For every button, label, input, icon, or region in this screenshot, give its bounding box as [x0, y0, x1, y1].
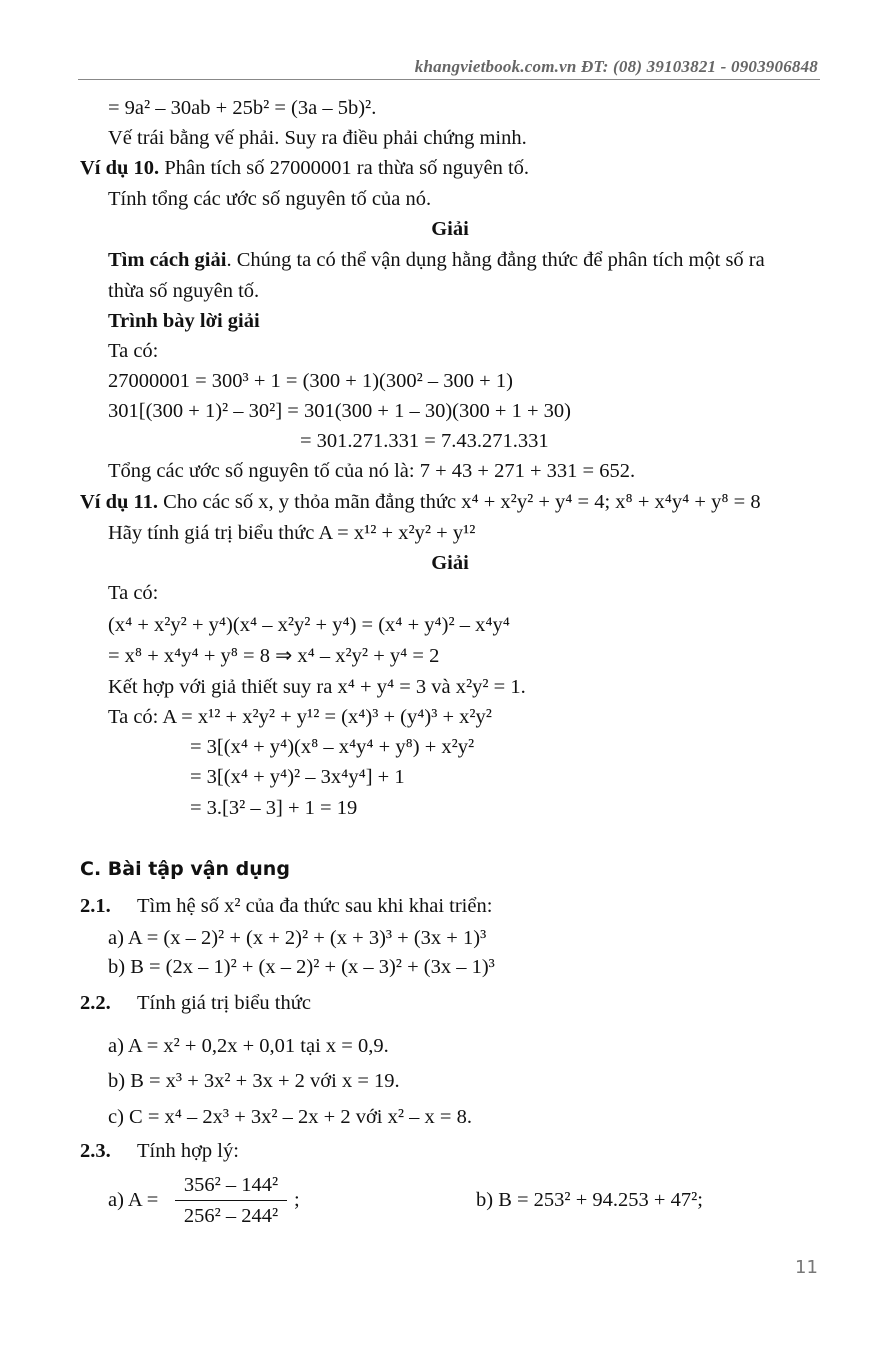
fraction	[175, 1172, 287, 1229]
text-line: thừa số nguyên tố.	[108, 280, 260, 302]
page-number: 11	[795, 1257, 818, 1278]
text-line: Ta có:	[108, 582, 159, 604]
exercise-item: a) A = x² + 0,2x + 0,01 tại x = 0,9.	[108, 1035, 389, 1057]
fraction-bar	[175, 1200, 287, 1201]
math-line: = 3[(x⁴ + y⁴)(x⁸ – x⁴y⁴ + y⁸) + x²y²	[190, 736, 475, 758]
exercise-number: 2.2.	[80, 992, 111, 1014]
header-rule	[78, 79, 820, 80]
method-text: . Chúng ta có thể vận dụng hằng đẳng thức để phân tích một số ra	[226, 249, 765, 271]
math-line: = x⁸ + x⁴y⁴ + y⁸ = 8 ⇒ x⁴ – x²y² + y⁴ = 2	[108, 645, 440, 667]
text-line	[108, 247, 765, 273]
exercise-number: 2.3.	[80, 1140, 111, 1162]
page-header: khangvietbook.com.vn ĐT: (08) 39103821 - 0903906848	[414, 57, 818, 76]
example-11-heading	[80, 489, 761, 515]
exercise-item: c) C = x⁴ – 2x³ + 3x² – 2x + 2 với x² – x = 8.	[108, 1106, 472, 1128]
exercise-item-label: a) A =	[108, 1189, 159, 1211]
exercise-number: 2.1.	[80, 895, 111, 917]
fraction-numerator: 356² – 144²	[183, 1174, 279, 1196]
math-line: Ta có: A = x¹² + x²y² + y¹² = (x⁴)³ + (y⁴)³ + x²y²	[108, 706, 492, 728]
example-text: Phân tích số 27000001 ra thừa số nguyên tố.	[159, 157, 530, 179]
math-line: 301[(300 + 1)² – 30²] = 301(300 + 1 – 30)(300 + 1 + 30)	[108, 400, 571, 422]
example-label: Ví dụ 10.	[80, 157, 160, 179]
solution-heading: Giải	[431, 218, 469, 240]
fraction-denominator: 256² – 244²	[183, 1205, 279, 1227]
math-line: = 3.[3² – 3] + 1 = 19	[190, 797, 358, 819]
exercise-item: b) B = x³ + 3x² + 3x + 2 với x = 19.	[108, 1070, 400, 1092]
method-label: Tìm cách giải	[108, 249, 227, 271]
example-text: Cho các số x, y thỏa mãn đẳng thức x⁴ + x²y² + y⁴ = 4; x⁸ + x⁴y⁴ + y⁸ = 8	[158, 491, 761, 513]
math-line: = 301.271.331 = 7.43.271.331	[300, 430, 549, 452]
exercise-text: Tính giá trị biểu thức	[137, 992, 311, 1014]
example-label: Ví dụ 11.	[80, 491, 159, 513]
exercise-item: b) B = (2x – 1)² + (x – 2)² + (x – 3)² + (3x – 1)³	[108, 956, 495, 978]
exercise-text: Tìm hệ số x² của đa thức sau khi khai triển:	[137, 895, 493, 917]
example-10-heading	[80, 155, 529, 181]
exercise-item: a) A = (x – 2)² + (x + 2)² + (x + 3)³ + (3x + 1)³	[108, 927, 487, 949]
text-line: = 9a² – 30ab + 25b² = (3a – 5b)².	[108, 97, 377, 119]
exercise-item: b) B = 253² + 94.253 + 47²;	[476, 1189, 703, 1211]
math-line: (x⁴ + x²y² + y⁴)(x⁴ – x²y² + y⁴) = (x⁴ + y⁴)² – x⁴y⁴	[108, 614, 510, 636]
exercise-text: Tính hợp lý:	[137, 1140, 239, 1162]
text-line: Vế trái bằng vế phải. Suy ra điều phải chứng minh.	[108, 127, 527, 149]
text-line: Kết hợp với giả thiết suy ra x⁴ + y⁴ = 3 và x²y² = 1.	[108, 676, 526, 698]
text-line: Tổng các ước số nguyên tố của nó là: 7 + 43 + 271 + 331 = 652.	[108, 460, 636, 482]
text-line: Tính tổng các ước số nguyên tố của nó.	[108, 188, 432, 210]
section-title: C. Bài tập vận dụng	[80, 858, 290, 880]
math-line: 27000001 = 300³ + 1 = (300 + 1)(300² – 300 + 1)	[108, 370, 513, 392]
math-line: = 3[(x⁴ + y⁴)² – 3x⁴y⁴] + 1	[190, 766, 405, 788]
separator: ;	[294, 1189, 300, 1211]
solution-heading: Giải	[431, 552, 469, 574]
text-line: Ta có:	[108, 340, 159, 362]
text-line: Hãy tính giá trị biểu thức A = x¹² + x²y² + y¹²	[108, 522, 476, 544]
presentation-heading: Trình bày lời giải	[108, 310, 260, 332]
